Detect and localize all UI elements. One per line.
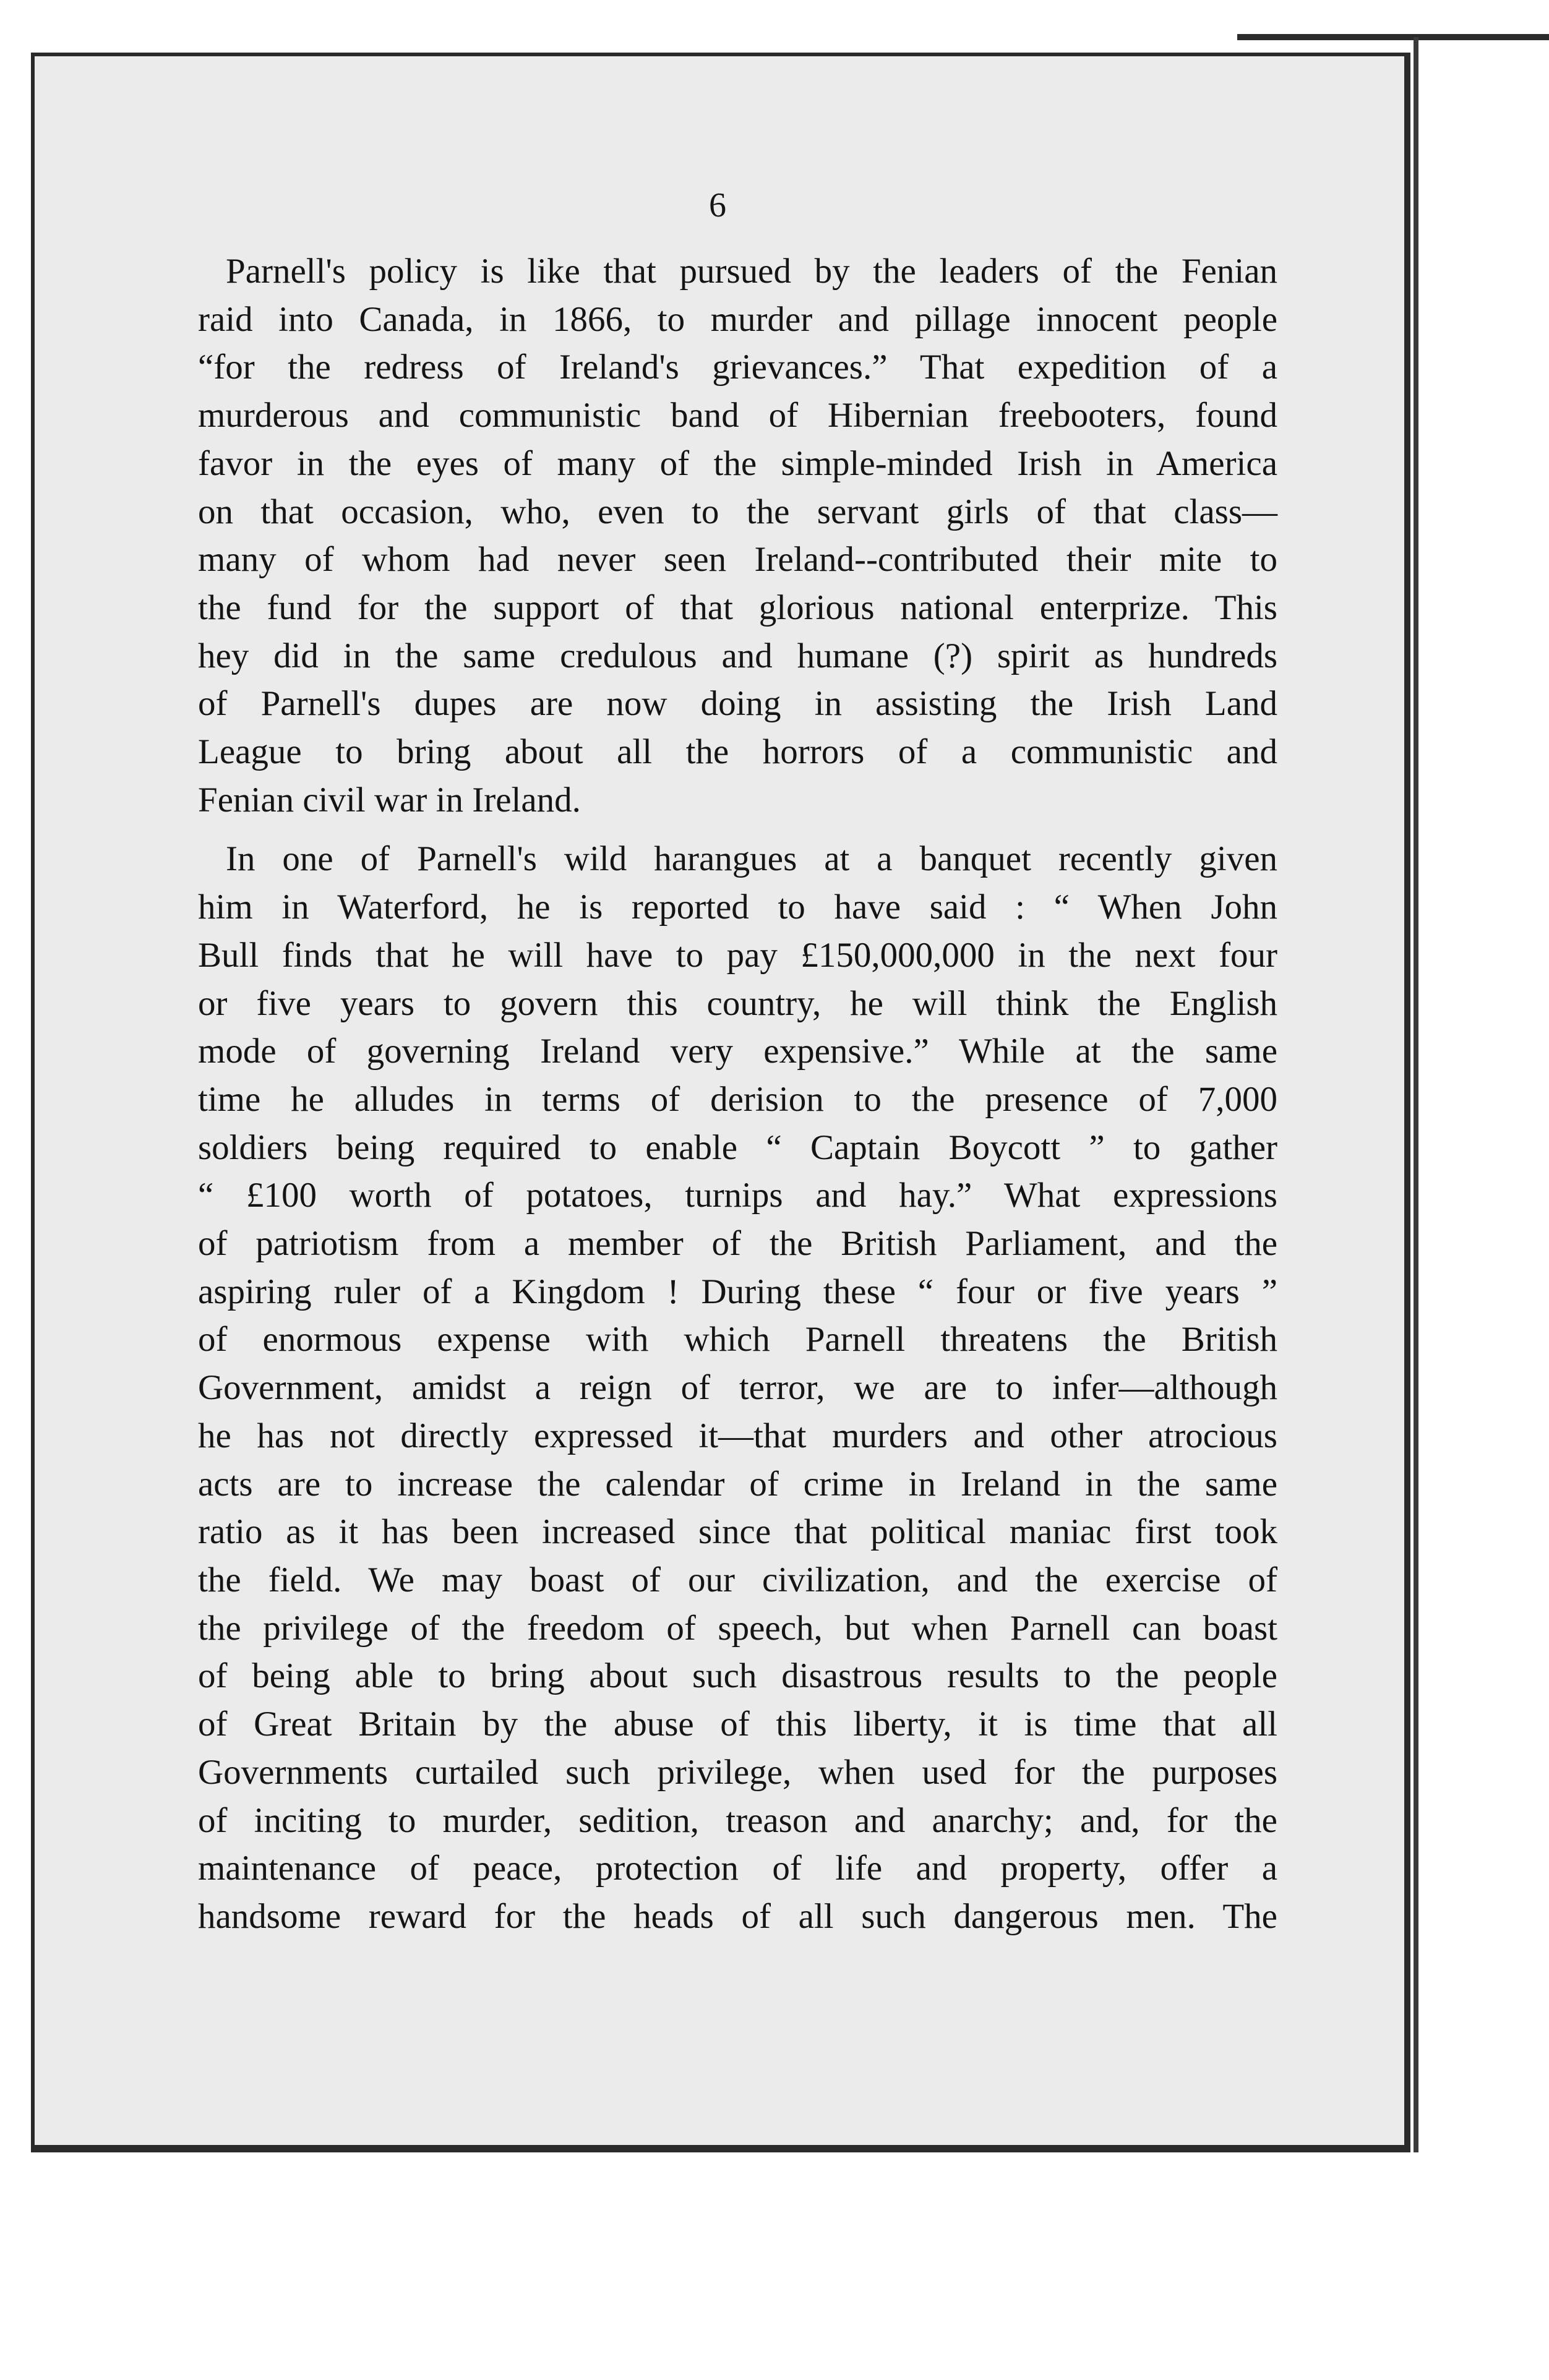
text-line: In one of Parnell's wild harangues at a banquet recently given	[226, 839, 1277, 879]
text-line: of patriotism from a member of the British Parliament, and the	[198, 1224, 1277, 1264]
text-line: raid into Canada, in 1866, to murder and pillage innocent people	[198, 299, 1277, 339]
text-line: many of whom had never seen Ireland--contributed their mite to	[198, 540, 1277, 580]
text-line: of being able to bring about such disastrous results to the people	[198, 1656, 1277, 1696]
text-line: the field. We may boast of our civilization, and the exercise of	[198, 1560, 1277, 1599]
text-line: Government, amidst a reign of terror, we are to infer—although	[198, 1368, 1277, 1408]
text-line: “ £100 worth of potatoes, turnips and hay.” What expressions	[198, 1176, 1277, 1215]
page-edge-right	[1414, 37, 1418, 2152]
text-line: him in Waterford, he is reported to have said : “ When John	[198, 888, 1277, 927]
text-line: on that occasion, who, even to the servant girls of that class—	[198, 492, 1277, 531]
text-line: time he alludes in terms of derision to the presence of 7,000	[198, 1079, 1277, 1119]
text-line: the privilege of the freedom of speech, but when Parnell can boast	[198, 1608, 1277, 1648]
text-line: mode of governing Ireland very expensive.” While at the same	[198, 1032, 1277, 1071]
text-line: or five years to govern this country, he will think the English	[198, 983, 1277, 1023]
text-line: aspiring ruler of a Kingdom ! During these “ four or five years ”	[198, 1272, 1277, 1311]
text-line: Governments curtailed such privilege, when used for the purposes	[198, 1752, 1277, 1792]
text-line: of Great Britain by the abuse of this liberty, it is time that all	[198, 1705, 1277, 1744]
text-line: hey did in the same credulous and humane (?) spirit as hundreds	[198, 636, 1277, 675]
page-edge-top	[1237, 34, 1549, 40]
text-line: Fenian civil war in Ireland.	[198, 780, 581, 820]
text-line: he has not directly expressed it—that murders and other atrocious	[198, 1416, 1277, 1455]
text-line: of enormous expense with which Parnell threatens the British	[198, 1320, 1277, 1359]
text-line: of inciting to murder, sedition, treason and anarchy; and, for the	[198, 1800, 1277, 1840]
text-line: League to bring about all the horrors of a communistic and	[198, 732, 1277, 772]
paragraph-2	[198, 835, 1277, 1940]
text-line: the fund for the support of that glorious national enterprize. This	[198, 588, 1277, 627]
page-number: 6	[709, 186, 726, 225]
text-line: ratio as it has been increased since that political maniac first took	[198, 1512, 1277, 1552]
text-line: murderous and communistic band of Hibernian freebooters, found	[198, 396, 1277, 435]
text-line: acts are to increase the calendar of crime in Ireland in the same	[198, 1464, 1277, 1504]
text-line: Parnell's policy is like that pursued by the leaders of the Fenian	[226, 252, 1277, 291]
body-text	[198, 247, 1277, 1941]
text-line: “for the redress of Ireland's grievances.” That expedition of a	[198, 348, 1277, 387]
text-line: handsome reward for the heads of all such dangerous men. The	[198, 1896, 1277, 1936]
text-line: soldiers being required to enable “ Captain Boycott ” to gather	[198, 1128, 1277, 1167]
paragraph-1	[198, 247, 1277, 824]
text-line: maintenance of peace, protection of life and property, offer a	[198, 1849, 1277, 1888]
text-line: Bull finds that he will have to pay £150,000,000 in the next four	[198, 935, 1277, 975]
text-line: of Parnell's dupes are now doing in assisting the Irish Land	[198, 684, 1277, 724]
text-line: favor in the eyes of many of the simple-minded Irish in America	[198, 443, 1277, 483]
